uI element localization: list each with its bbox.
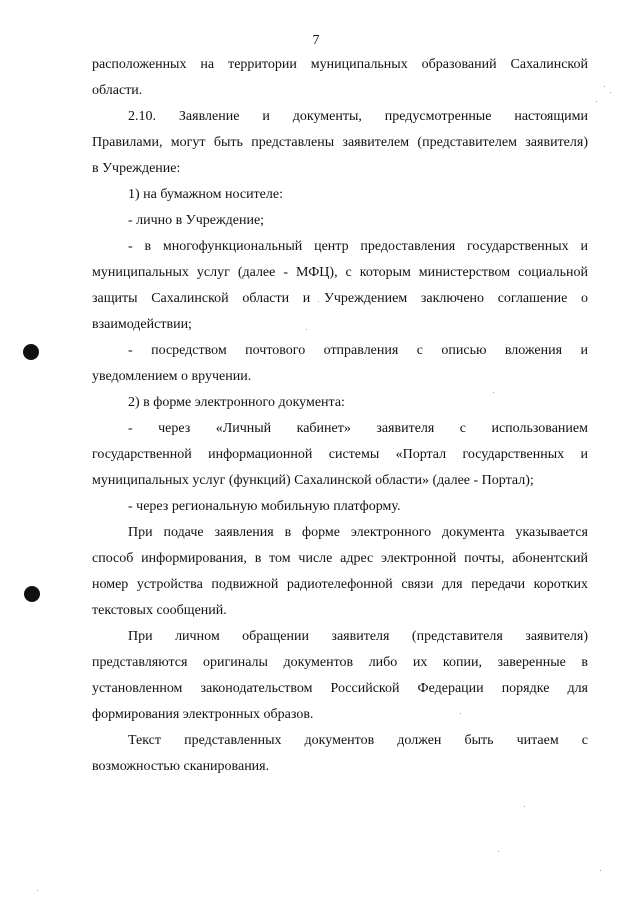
scan-speck <box>600 870 601 871</box>
text-line: способ информирования, в том числе адрес электронной почты, абонентский <box>92 551 588 566</box>
text-line: расположенных на территории муниципальных образований Сахалинской <box>92 57 588 72</box>
text-line: муниципальных услуг (функций) Сахалинской области» (далее - Портал); <box>92 473 534 488</box>
text-line: При подаче заявления в форме электронного документа указывается <box>128 525 588 540</box>
text-line: 1) на бумажном носителе: <box>128 187 283 202</box>
text-line: Правилами, могут быть представлены заявителем (представителем заявителя) <box>92 135 588 150</box>
document-body <box>92 52 588 780</box>
text-line: возможностью сканирования. <box>92 759 270 774</box>
text-line: в Учреждение: <box>92 161 181 176</box>
scan-speck <box>37 890 38 891</box>
text-line: представляются оригиналы документов либо их копии, заверенные в <box>92 655 588 670</box>
text-line: защиты Сахалинской области и Учреждением заключено соглашение о <box>92 291 588 306</box>
text-line: - лично в Учреждение; <box>128 213 265 228</box>
text-line: номер устройства подвижной радиотелефонной связи для передачи коротких <box>92 577 588 592</box>
text-line: Текст представленных документов должен быть читаем с <box>128 733 588 748</box>
page-number: 7 <box>312 33 320 48</box>
scan-speck <box>596 101 597 102</box>
text-line: 2.10. Заявление и документы, предусмотренные настоящими <box>128 109 588 124</box>
text-line: области. <box>92 83 143 98</box>
text-line: - посредством почтового отправления с описью вложения и <box>128 343 588 358</box>
text-line: - через региональную мобильную платформу. <box>128 499 401 514</box>
text-line: - в многофункциональный центр предоставления государственных и <box>128 239 588 254</box>
text-line: При личном обращении заявителя (представителя заявителя) <box>128 629 588 644</box>
text-line: муниципальных услуг (далее - МФЦ), с которым министерством социальной <box>92 265 588 280</box>
text-line: взаимодействии; <box>92 317 192 332</box>
text-line: 2) в форме электронного документа: <box>128 395 345 410</box>
scan-speck <box>498 851 499 852</box>
text-line: текстовых сообщений. <box>92 603 227 618</box>
text-line: формирования электронных образов. <box>92 707 314 722</box>
scan-speck <box>524 806 525 807</box>
scan-speck <box>610 92 611 93</box>
text-line: установленном законодательством Российской Федерации порядке для <box>92 681 588 696</box>
text-line: - через «Личный кабинет» заявителя с использованием <box>128 421 588 436</box>
text-line: государственной информационной системы «Портал государственных и <box>92 447 588 462</box>
text-line: уведомлением о вручении. <box>92 369 252 384</box>
scan-speck <box>604 86 605 87</box>
punch-hole-mark <box>23 344 39 360</box>
punch-hole-mark <box>24 586 40 602</box>
